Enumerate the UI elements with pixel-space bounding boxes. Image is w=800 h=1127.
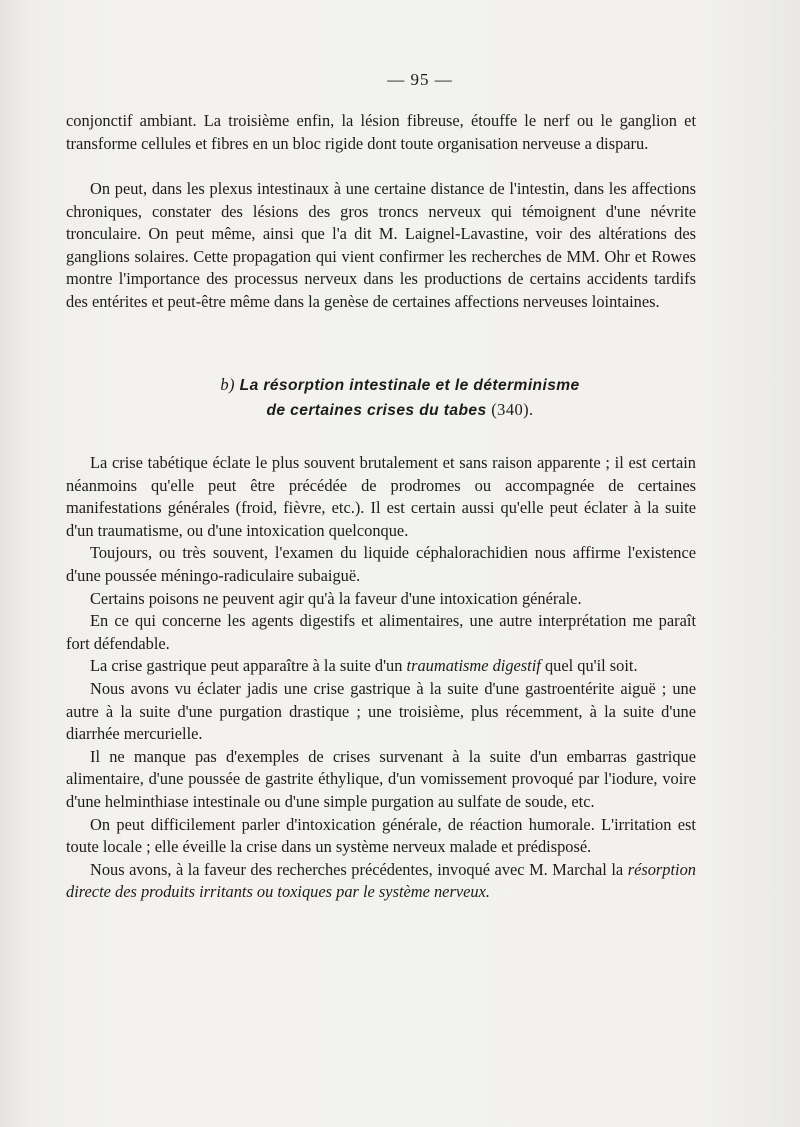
text-run: Nous avons vu éclater jadis une crise gastrique à la suite d'une gastroentérite aiguë ; une autre à la suite d'une purgation drastique ; une troisième, plus récemment, à la suite d'une diarrhée mercurielle. (66, 678, 696, 744)
page-number: — 95 — (387, 70, 453, 89)
paragraph (66, 542, 696, 587)
paragraph (66, 452, 696, 542)
paragraph (66, 610, 696, 655)
section-heading-line-1 (90, 373, 710, 398)
text-run: On peut difficilement parler d'intoxication générale, de réaction humorale. L'irritation est toute locale ; elle éveille la crise dans un système nerveux malade et prédisposé. (66, 814, 696, 857)
paragraph (66, 814, 696, 859)
section-reference: (340). (491, 400, 534, 419)
text-run: En ce qui concerne les agents digestifs et alimentaires, une autre interprétation me paraît fort défendable. (66, 611, 696, 653)
paragraph (66, 655, 696, 678)
paragraph-continuation (66, 110, 696, 155)
paragraph (66, 588, 696, 611)
paragraph: On peut, dans les plexus intestinaux à une certaine distance de l'intestin, dans les affections chroniques, constater des lésions des gros troncs nerveux qui témoignent d'une névrite tronculaire. On peut même, ainsi que l'a dit M. Laignel-Lavastine, voir des altérations des ganglions solaires. Cette propagation qui vient confirmer les recherches de MM. Ohr et Rowes montre l'importance des processus nerveux dans les productions de certains accidents tardifs des entérites et peut-être même dans la genèse de certaines affections nerveuses lointaines. (66, 179, 696, 311)
section-heading-line-2 (90, 398, 710, 423)
text-run: La crise tabétique éclate le plus souvent brutalement et sans raison apparente ; il est certain néanmoins qu'elle peut être précédée de prodromes ou accompagnée de certaines manifestations générales (froid, fièvre, etc.). Il est certain aussi qu'elle peut éclater à la suite d'un traumatisme, ou d'une intoxication quelconque. (66, 453, 696, 540)
section-title-line-2: de certaines crises du tabes (266, 402, 487, 419)
italic-run: traumatisme digestif (406, 656, 541, 676)
section-title-line-1: La résorption intestinale et le déterminisme (239, 377, 580, 394)
paragraph: conjonctif ambiant. La troisième enfin, la lésion fibreuse, étouffe le nerf ou le ganglion et transforme cellules et fibres en un bloc rigide dont toute organisation nerveuse a disparu. (66, 111, 696, 153)
text-run: quel qu'il soit. (540, 656, 638, 676)
section-label: b) (220, 375, 235, 394)
paragraph (66, 746, 696, 814)
paragraph-plexus (66, 178, 696, 314)
text-run: Il ne manque pas d'exemples de crises survenant à la suite d'un embarras gastrique alimentaire, d'une poussée de gastrite éthylique, d'un vomissement provoqué par l'iodure, voire d'une helminthiase intestinale ou d'une simple purgation au sulfate de soude, etc. (66, 746, 696, 811)
text-run: Certains poisons ne peuvent agir qu'à la faveur d'une intoxication générale. (90, 588, 582, 608)
text-run: Toujours, ou très souvent, l'examen du liquide céphalorachidien nous affirme l'existence d'une poussée méningo-radiculaire subaiguë. (66, 543, 696, 585)
text-run: Nous avons, à la faveur des recherches précédentes, invoqué avec M. Marchal la (90, 859, 628, 879)
section-heading (90, 373, 710, 423)
section-body (66, 452, 696, 904)
paragraph (66, 859, 696, 904)
paragraph (66, 678, 696, 746)
text-run: La crise gastrique peut apparaître à la suite d'un (90, 656, 407, 676)
italic-run: résorption directe des produits irritants ou toxiques par le système nerveux. (66, 859, 696, 902)
